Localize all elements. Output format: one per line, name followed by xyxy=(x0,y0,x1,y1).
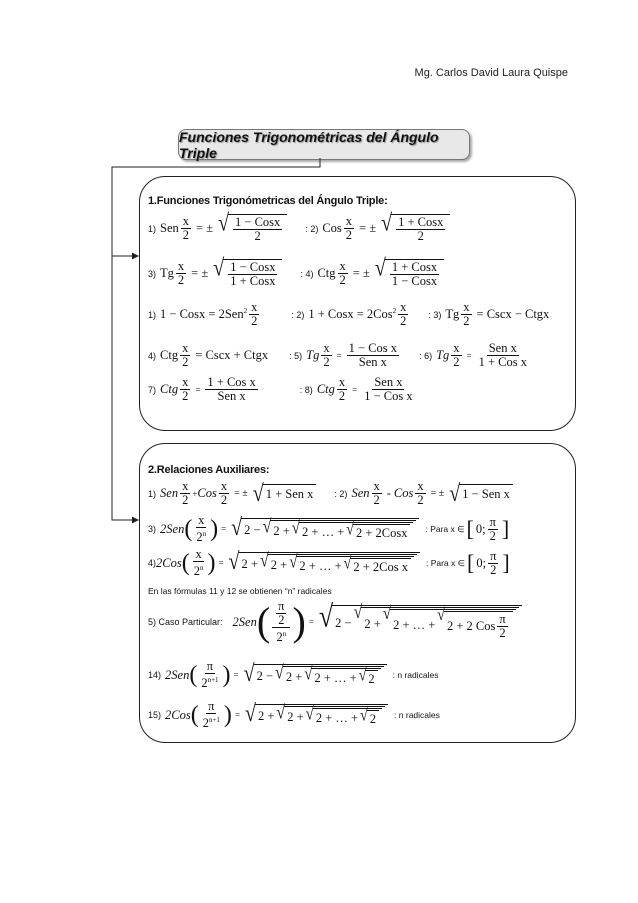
aux-row-3: 3) 2Sen ( $\frac{x}{2^n}$ ) = √ 2 − √ 2 + √ 2 + … + √ 2 + 2Cosx : Para x ∈ [ 0; $\frac{\pi}{2}$ ] xyxy=(148,513,510,545)
aux-row-14: 14) 2Sen ( $\frac{\pi}{2^{n+1}}$ ) = √ 2 − √ 2 + √ 2 + … + √ 2 : n radicales xyxy=(148,659,439,691)
formula-row-2: 3) Tg $\frac{x}{2}$ = ± √ $\frac{\text{1 − Cosx}}{\text{1 + Cosx}}$ : 4) Ctg $\frac{x}{2}$ = ± √ $\frac{\text{1 + Cosx}}{\text{1 − Cosx}}$ xyxy=(148,259,444,288)
formula-row-4: 4) Ctg $\frac{x}{2}$ = Cscx + Ctgx : 5) Tg $\frac{x}{2}$ = $\frac{\text{1 − Cos x}}{\text{Sen x}}$ : 6) Tg $\frac{x}{2}$ = $\frac{\text{Sen x}}{\text{1 + Cos x}}$ xyxy=(148,341,527,369)
author-name: Mg. Carlos David Laura Quispe xyxy=(414,67,568,79)
formula-row-5: 7) Ctg $\frac{x}{2}$ = $\frac{\text{1 + Cos x}}{\text{Sen x}}$ : 8) Ctg $\frac{x}{2}$ = $\frac{\text{Sen x}}{\text{1 − Cos x}}$ xyxy=(148,375,413,403)
aux-row-15: 15) 2Cos ( $\frac{\pi}{2^{n+1}}$ ) = √ 2 + √ 2 + √ 2 + … + √ 2 : n radicales xyxy=(148,699,440,731)
section2-heading: 2.Relaciones Auxiliares: xyxy=(148,464,270,476)
page-title: Funciones Trigonométricas del Ángulo Triple xyxy=(179,128,439,161)
section1-heading: 1.Funciones Trigonómetricas del Ángulo Triple: xyxy=(148,195,388,207)
aux-row-1: 1) Sen $\frac{x}{2}$ + Cos $\frac{x}{2}$ = ± √ 1 + Sen x : 2) Sen $\frac{x}{2}$ - Cos $\frac{x}{2}$ = ± √ 1 − Sen x xyxy=(148,480,513,507)
formula-row-3: 1) 1 − Cosx = 2Sen$^2$ $\frac{x}{2}$ : 2) 1 + Cosx = 2Cos$^2$ $\frac{x}{2}$ : 3) Tg $\frac{x}{2}$ = Cscx − Ctgx xyxy=(148,300,550,328)
aux-row-4: 4) 2Cos ( $\frac{x}{2^n}$ ) = √ 2 + √ 2 + √ 2 + … + √ 2 + 2Cos x : Para x ∈ [ 0; $\frac{\pi}{2}$ ] xyxy=(148,547,510,579)
panel-auxiliary-relations xyxy=(139,443,576,743)
aux-row-5: 5) Caso Particular: 2Sen ( $\frac{\frac{\pi}{2}}{2^n}$ ) = √ 2 − √ 2 + √ 2 + … + √ 2 + 2 Cos $\frac{\pi}{2}$ xyxy=(148,600,522,644)
formula-row-1: 1) Sen $\frac{x}{2}$ = ± √ $\frac{\text{1 − Cosx}}{2}$ : 2) Cos $\frac{x}{2}$ = ± √ $\frac{\text{1 + Cosx}}{2}$ xyxy=(148,214,450,243)
panel-triple-angle xyxy=(139,176,576,431)
footnote: En las fórmulas 11 y 12 se obtienen “n” radicales xyxy=(148,586,332,596)
